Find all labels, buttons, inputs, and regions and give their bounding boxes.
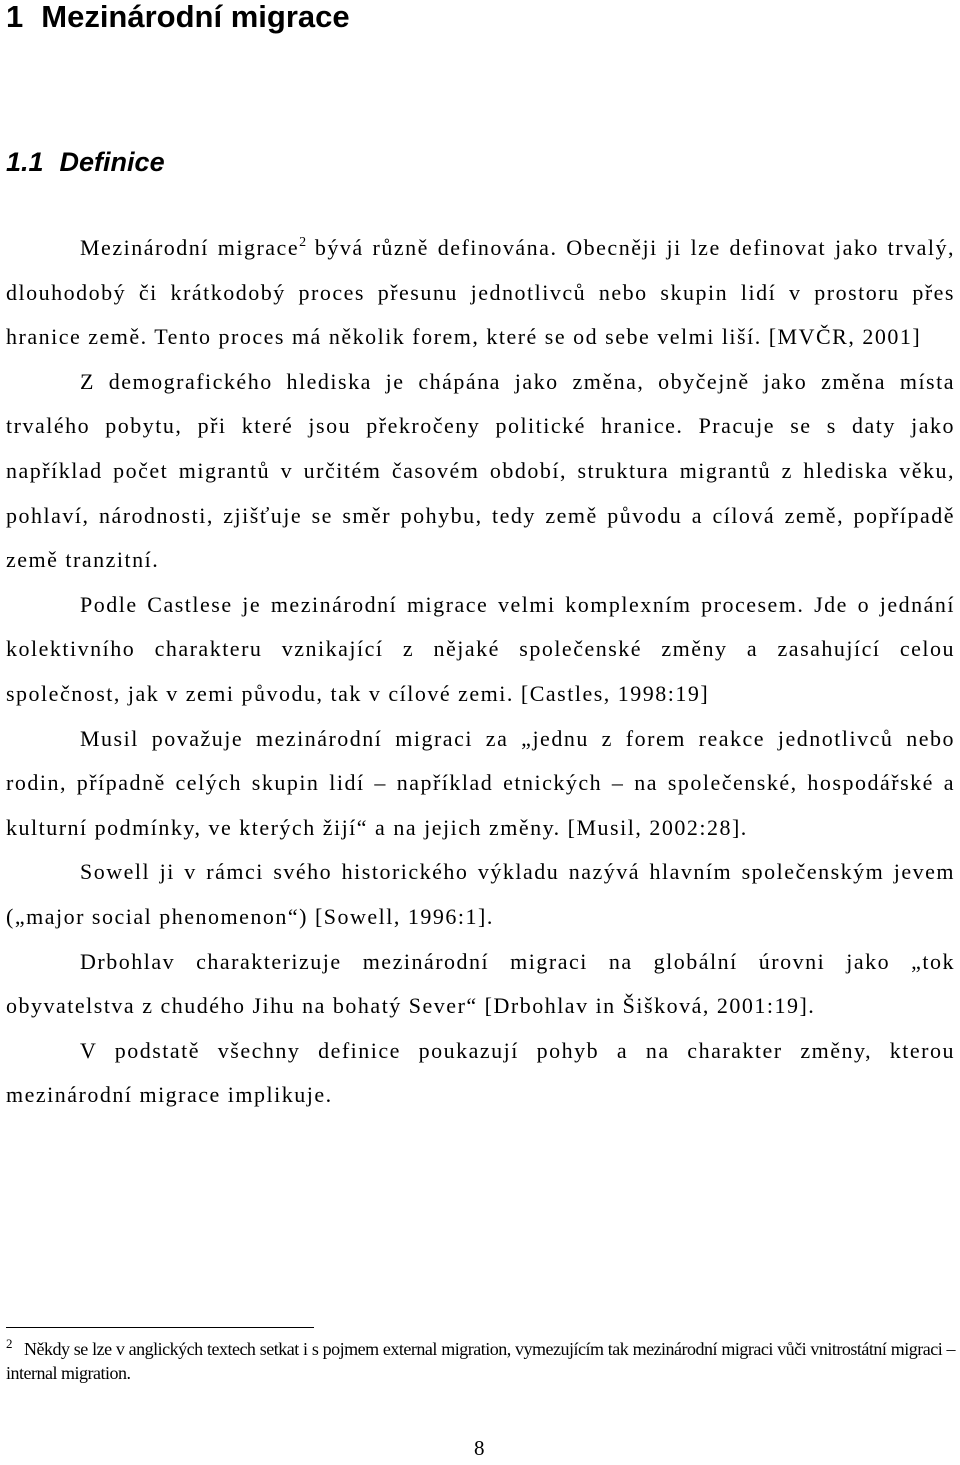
paragraph-text: Mezinárodní migrace: [80, 235, 300, 260]
paragraph-demographic: Z demografického hlediska je chápána jako změna, obyčejně jako změna místa trvalého pobytu, při které jsou překročeny politické hranice. Pracuje se s daty jako například počet migrantů v určitém časovém období, struktura migrantů z hlediska věku, pohlaví, národnosti, zjišťuje se směr pohybu, tedy země původu a cílová země, popřípadě země tranzitní.: [6, 368, 955, 573]
section-title: Definice: [59, 147, 165, 177]
page-number: 8: [474, 1436, 485, 1460]
paragraph-musil: Musil považuje mezinárodní migraci za „jednu z forem reakce jednotlivců nebo rodin, případně celých skupin lidí – například etnických – na společenské, hospodářské a kulturní podmínky, ve kterých žijí“ a na jejich změny. [Musil, 2002:28].: [6, 725, 955, 840]
paragraph-drbohlav: Drbohlav charakterizuje mezinárodní migraci na globální úrovni jako „tok obyvatelstva z chudého Jihu na bohatý Sever“ [Drbohlav in Šišková, 2001:19].: [6, 948, 955, 1019]
section-heading: [6, 145, 165, 179]
chapter-number: 1: [6, 0, 24, 34]
paragraph-castles: Podle Castlese je mezinárodní migrace velmi komplexním procesem. Jde o jednání kolektivního charakteru vznikající z nějaké společenské změny a zasahující celou společnost, jak v zemi původu, tak v cílové zemi. [Castles, 1998:19]: [6, 591, 955, 706]
footnote-mark: 2: [6, 1336, 12, 1351]
body-text: [6, 226, 955, 1118]
chapter-title: Mezinárodní migrace: [41, 0, 350, 34]
paragraph-conclusion: V podstatě všechny definice poukazují pohyb a na charakter změny, kterou mezinárodní migrace implikuje.: [6, 1037, 955, 1108]
footnote: [6, 1337, 955, 1385]
paragraph-sowell: Sowell ji v rámci svého historického výkladu nazývá hlavním společenským jevem („major social phenomenon“) [Sowell, 1996:1].: [6, 859, 955, 929]
section-number: 1.1: [6, 147, 44, 177]
footnote-separator: [6, 1327, 314, 1328]
footnote-text: Někdy se lze v anglických textech setkat i s pojmem external migration, vymezujícím tak mezinárodní migraci vůči vnitrostátní migraci – internal migration.: [6, 1339, 955, 1383]
paragraph-text: bývá různě definována. Obecněji ji lze definovat jako trvalý, dlouhodobý či krátkodobý proces přesunu jednotlivců nebo skupin lidí v prostoru přes hranice země. Tento proces má několik forem, které se od sebe velmi liší. [MVČR, 2001]: [6, 235, 955, 350]
footnote-reference: 2: [299, 235, 307, 250]
chapter-heading: [6, 0, 350, 36]
paragraph-definition: [6, 226, 955, 360]
